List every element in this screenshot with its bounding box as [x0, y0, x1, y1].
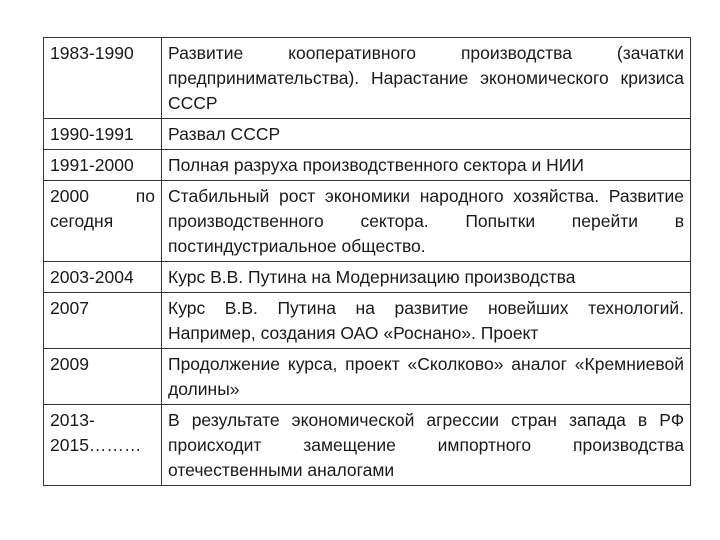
event-cell: Развитие кооперативного производства (зачатки предпринимательства). Нарастание экономического кризиса СССР: [162, 38, 691, 119]
event-cell: Полная разруха производственного сектора и НИИ: [162, 150, 691, 181]
event-cell: Курс В.В. Путина на развитие новейших технологий. Например, создания ОАО «Роснано». Проект: [162, 293, 691, 349]
table-row: [44, 181, 691, 262]
table-row: [44, 405, 691, 486]
period-cell: 1983-1990: [44, 38, 162, 119]
table-row: [44, 119, 691, 150]
event-cell: Развал СССР: [162, 119, 691, 150]
table-row: [44, 150, 691, 181]
table-row: [44, 293, 691, 349]
period-cell: 2013-2015………: [44, 405, 162, 486]
timeline-table: [43, 37, 691, 486]
period-cell: 2003-2004: [44, 262, 162, 293]
table-row: [44, 349, 691, 405]
period-cell: 1990-1991: [44, 119, 162, 150]
event-cell: В результате экономической агрессии стран запада в РФ происходит замещение импортного производства отечественными аналогами: [162, 405, 691, 486]
event-cell: Курс В.В. Путина на Модернизацию производства: [162, 262, 691, 293]
period-cell: 2009: [44, 349, 162, 405]
table-row: [44, 38, 691, 119]
period-cell: 2007: [44, 293, 162, 349]
period-cell: 1991-2000: [44, 150, 162, 181]
event-cell: Стабильный рост экономики народного хозяйства. Развитие производственного сектора. Попытки перейти в постиндустриальное общество.: [162, 181, 691, 262]
event-cell: Продолжение курса, проект «Сколково» аналог «Кремниевой долины»: [162, 349, 691, 405]
table-row: [44, 262, 691, 293]
period-cell: 2000 по сегодня: [44, 181, 162, 262]
